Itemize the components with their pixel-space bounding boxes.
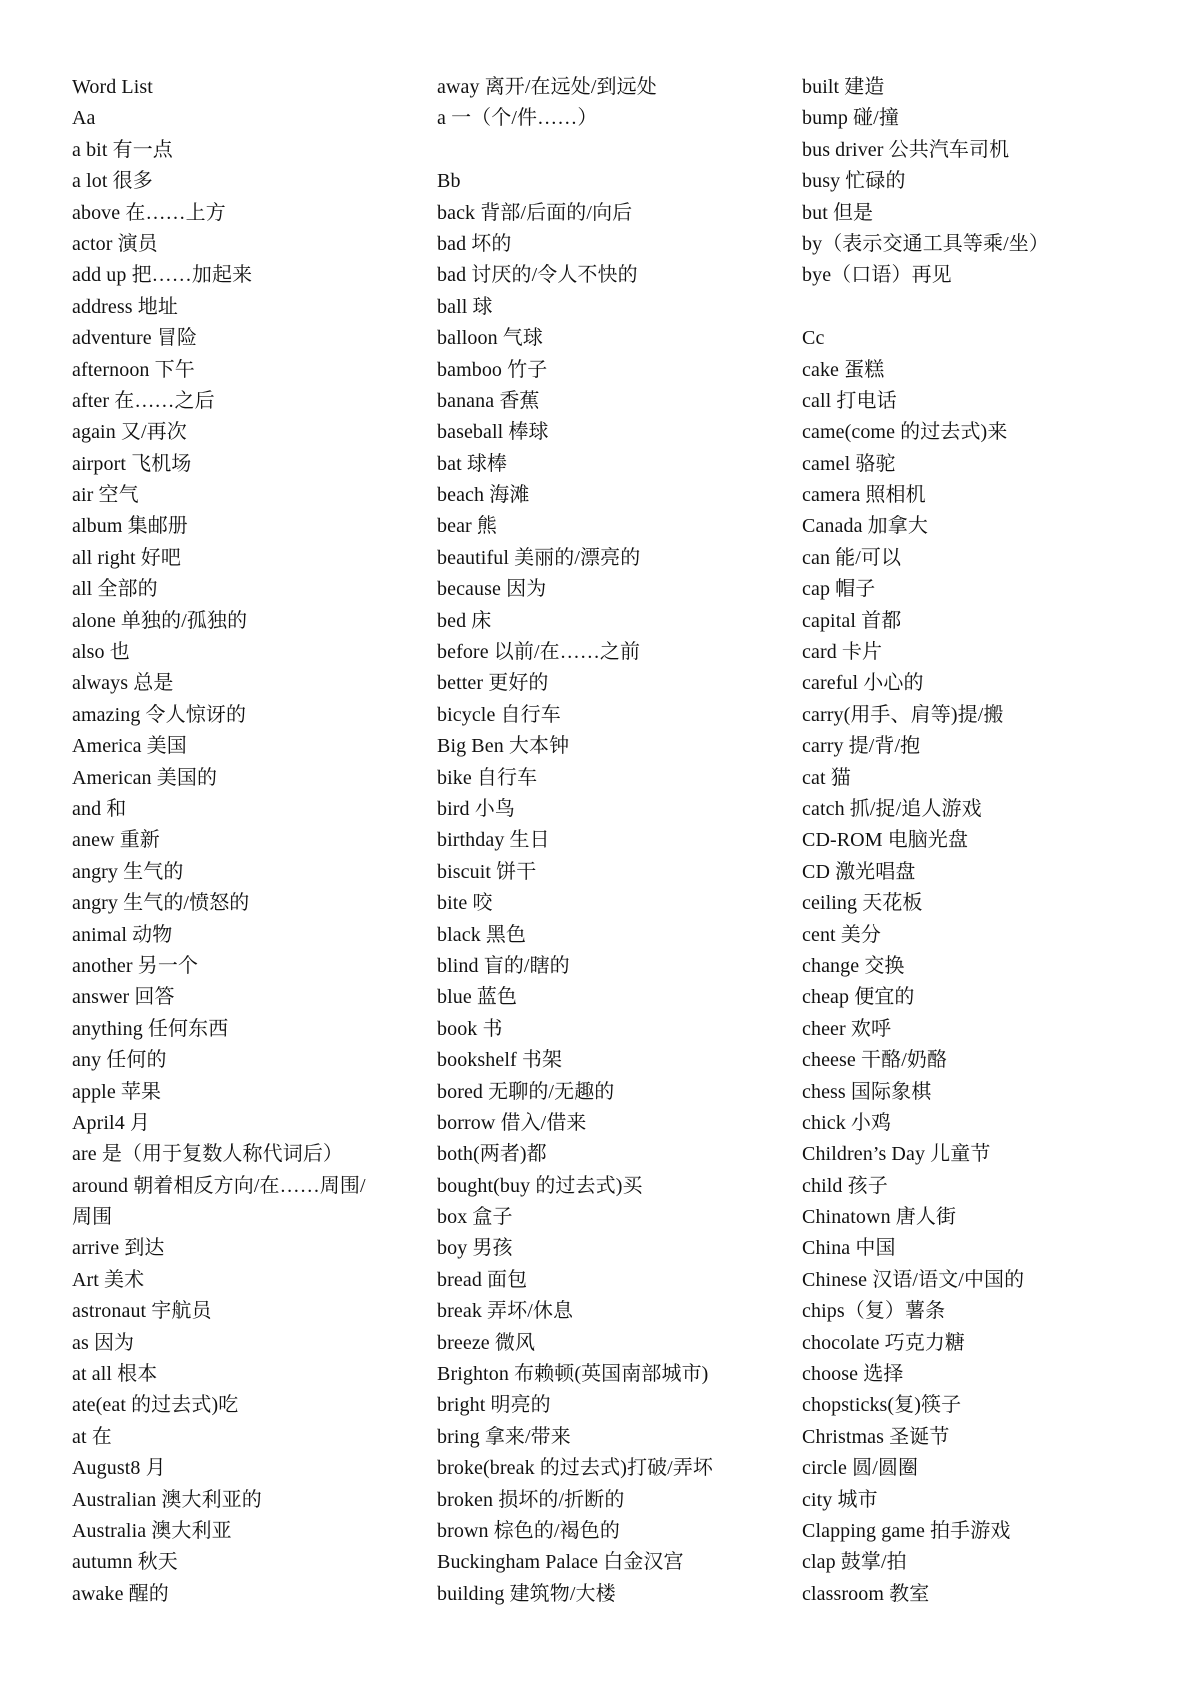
word-entry: all right 好吧 xyxy=(72,546,181,569)
word-entry: cheese 干酪/奶酪 xyxy=(802,1049,948,1072)
word-entry: away 离开/在远处/到远处 xyxy=(437,76,657,98)
word-entry: again 又/再次 xyxy=(72,421,187,444)
word-entry: Big Ben 大本钟 xyxy=(437,735,570,758)
blank-line xyxy=(802,292,1172,323)
word-entry: borrow 借入/借来 xyxy=(437,1111,587,1134)
word-entry: back 背部/后面的/向后 xyxy=(437,201,633,224)
word-entry: break 弄坏/休息 xyxy=(437,1300,574,1323)
word-entry: album 集邮册 xyxy=(72,515,188,538)
word-entry: both(两者)都 xyxy=(437,1143,547,1166)
word-entry: baseball 棒球 xyxy=(437,421,549,444)
word-entry: anything 任何东西 xyxy=(72,1017,229,1040)
word-entry: after 在……之后 xyxy=(72,389,215,412)
word-entry: CD-ROM 电脑光盘 xyxy=(802,829,969,852)
word-entry: bird 小鸟 xyxy=(437,797,515,820)
word-entry: cat 猫 xyxy=(802,766,851,789)
word-entry: black 黑色 xyxy=(437,923,527,946)
word-entry: call 打电话 xyxy=(802,389,897,412)
word-entry: 周围 xyxy=(72,1206,113,1229)
word-entry: birthday 生日 xyxy=(437,829,550,852)
word-entry: building 建筑物/大楼 xyxy=(437,1582,616,1605)
section-heading: Cc xyxy=(802,327,825,350)
word-entry: a bit 有一点 xyxy=(72,138,173,161)
word-entry: carry 提/背/抱 xyxy=(802,735,921,758)
word-entry: airport 飞机场 xyxy=(72,452,192,475)
word-entry: clap 鼓掌/拍 xyxy=(802,1551,907,1574)
word-entry: around 朝着相反方向/在……周围/ xyxy=(72,1174,366,1197)
word-entry: classroom 教室 xyxy=(802,1582,930,1605)
word-entry: chopsticks(复)筷子 xyxy=(802,1394,962,1417)
word-entry: ate(eat 的过去式)吃 xyxy=(72,1394,239,1417)
word-entry: adventure 冒险 xyxy=(72,327,198,350)
word-entry: Australia 澳大利亚 xyxy=(72,1519,232,1542)
word-entry: Chinese 汉语/语文/中国的 xyxy=(802,1268,1025,1291)
word-entry: change 交换 xyxy=(802,954,905,977)
word-entry: anew 重新 xyxy=(72,829,160,852)
word-entry: Art 美术 xyxy=(72,1268,145,1291)
word-entry: bamboo 竹子 xyxy=(437,358,548,381)
word-entry: biscuit 饼干 xyxy=(437,860,537,883)
word-entry: came(come 的过去式)来 xyxy=(802,421,1008,444)
word-entry: autumn 秋天 xyxy=(72,1551,178,1574)
word-entry: astronaut 宇航员 xyxy=(72,1300,212,1323)
word-entry: China 中国 xyxy=(802,1237,896,1260)
word-entry: bright 明亮的 xyxy=(437,1394,551,1417)
word-entry: banana 香蕉 xyxy=(437,389,540,412)
word-entry: carry(用手、肩等)提/搬 xyxy=(802,703,1004,726)
word-entry: busy 忙碌的 xyxy=(802,170,906,193)
word-entry: American 美国的 xyxy=(72,766,218,789)
word-entry: any 任何的 xyxy=(72,1049,167,1072)
word-column-2 xyxy=(437,72,787,1610)
word-entry: bye（口语）再见 xyxy=(802,264,952,287)
word-entry: another 另一个 xyxy=(72,954,199,977)
word-entry: because 因为 xyxy=(437,578,547,601)
word-entry: a lot 很多 xyxy=(72,170,153,193)
word-entry: bus driver 公共汽车司机 xyxy=(802,138,1010,161)
word-entry: blue 蓝色 xyxy=(437,986,518,1009)
word-entry: always 总是 xyxy=(72,672,174,695)
word-entry: before 以前/在……之前 xyxy=(437,641,641,664)
word-entry: Christmas 圣诞节 xyxy=(802,1425,950,1448)
word-entry: arrive 到达 xyxy=(72,1237,165,1260)
word-entry: book 书 xyxy=(437,1017,503,1040)
word-entry: bad 坏的 xyxy=(437,232,512,255)
word-entry: bat 球棒 xyxy=(437,452,508,475)
word-entry: city 城市 xyxy=(802,1488,878,1511)
word-entry: chocolate 巧克力糖 xyxy=(802,1331,966,1354)
word-column-3 xyxy=(802,72,1172,1610)
word-entry: cheap 便宜的 xyxy=(802,986,915,1009)
word-entry: angry 生气的/愤怒的 xyxy=(72,892,250,915)
word-entry: above 在……上方 xyxy=(72,201,226,224)
word-entry: bicycle 自行车 xyxy=(437,703,561,726)
word-entry: camera 照相机 xyxy=(802,484,926,507)
word-entry: Clapping game 拍手游戏 xyxy=(802,1519,1011,1542)
word-entry: bed 床 xyxy=(437,609,492,632)
word-entry: are 是（用于复数人称代词后） xyxy=(72,1143,344,1166)
word-entry: all 全部的 xyxy=(72,578,158,601)
blank-line xyxy=(437,135,787,166)
word-entry: broken 损坏的/折断的 xyxy=(437,1488,625,1511)
word-entry: at 在 xyxy=(72,1425,112,1448)
word-entry: America 美国 xyxy=(72,735,187,758)
word-entry: bring 拿来/带来 xyxy=(437,1425,571,1448)
word-entry: circle 圆/圆圈 xyxy=(802,1457,919,1480)
word-entry: beautiful 美丽的/漂亮的 xyxy=(437,546,641,569)
word-entry: by（表示交通工具等乘/坐） xyxy=(802,232,1049,255)
word-entry: boy 男孩 xyxy=(437,1237,513,1260)
word-entry: choose 选择 xyxy=(802,1363,904,1386)
word-entry: chick 小鸡 xyxy=(802,1111,892,1134)
word-entry: cheer 欢呼 xyxy=(802,1017,892,1040)
word-entry: breeze 微风 xyxy=(437,1331,536,1354)
word-entry: at all 根本 xyxy=(72,1363,158,1386)
word-entry: and 和 xyxy=(72,797,127,820)
word-entry: awake 醒的 xyxy=(72,1582,169,1605)
word-entry: address 地址 xyxy=(72,295,178,318)
word-entry: add up 把……加起来 xyxy=(72,264,253,287)
word-entry: but 但是 xyxy=(802,201,874,224)
word-entry: animal 动物 xyxy=(72,923,173,946)
section-heading: Bb xyxy=(437,170,461,193)
word-entry: bear 熊 xyxy=(437,515,498,538)
word-entry: cent 美分 xyxy=(802,923,882,946)
word-entry: camel 骆驼 xyxy=(802,452,896,475)
word-entry: Brighton 布赖顿(英国南部城市) xyxy=(437,1363,709,1386)
word-entry: a 一（个/件……） xyxy=(437,107,598,130)
word-entry: as 因为 xyxy=(72,1331,135,1354)
word-entry: Canada 加拿大 xyxy=(802,515,928,538)
word-entry: Buckingham Palace 白金汉宫 xyxy=(437,1551,684,1574)
word-entry: angry 生气的 xyxy=(72,860,184,883)
word-entry: built 建造 xyxy=(802,76,885,98)
word-entry: ceiling 天花板 xyxy=(802,892,923,915)
word-entry: capital 首都 xyxy=(802,609,902,632)
word-entry: chips（复）薯条 xyxy=(802,1300,946,1323)
word-entry: better 更好的 xyxy=(437,672,549,695)
word-entry: broke(break 的过去式)打破/弄坏 xyxy=(437,1457,714,1480)
word-entry: answer 回答 xyxy=(72,986,175,1009)
word-entry: balloon 气球 xyxy=(437,327,543,350)
word-entry: April4 月 xyxy=(72,1111,151,1134)
word-entry: bike 自行车 xyxy=(437,766,538,789)
word-entry: also 也 xyxy=(72,641,130,664)
word-entry: box 盒子 xyxy=(437,1206,513,1229)
word-entry: Children’s Day 儿童节 xyxy=(802,1143,991,1166)
word-entry: catch 抓/捉/追人游戏 xyxy=(802,797,982,820)
word-entry: actor 演员 xyxy=(72,232,158,255)
word-entry: bite 咬 xyxy=(437,892,493,915)
word-entry: Chinatown 唐人街 xyxy=(802,1206,957,1229)
word-column-1 xyxy=(72,72,422,1610)
word-entry: Australian 澳大利亚的 xyxy=(72,1488,262,1511)
word-entry: bought(buy 的过去式)买 xyxy=(437,1174,643,1197)
word-entry: bread 面包 xyxy=(437,1268,528,1291)
word-entry: careful 小心的 xyxy=(802,672,924,695)
word-entry: brown 棕色的/褐色的 xyxy=(437,1519,620,1542)
word-entry: blind 盲的/瞎的 xyxy=(437,954,570,977)
word-entry: air 空气 xyxy=(72,484,139,507)
word-entry: beach 海滩 xyxy=(437,484,530,507)
word-entry: August8 月 xyxy=(72,1457,166,1480)
section-heading: Aa xyxy=(72,107,96,130)
word-entry: card 卡片 xyxy=(802,641,883,664)
word-entry: apple 苹果 xyxy=(72,1080,162,1103)
page-title: Word List xyxy=(72,76,153,98)
word-entry: child 孩子 xyxy=(802,1174,888,1197)
word-entry: cake 蛋糕 xyxy=(802,358,885,381)
word-entry: bump 碰/撞 xyxy=(802,107,899,130)
word-entry: bored 无聊的/无趣的 xyxy=(437,1080,615,1103)
word-entry: bookshelf 书架 xyxy=(437,1049,563,1072)
word-entry: can 能/可以 xyxy=(802,546,902,569)
word-entry: CD 激光唱盘 xyxy=(802,860,916,883)
word-entry: chess 国际象棋 xyxy=(802,1080,932,1103)
word-entry: amazing 令人惊讶的 xyxy=(72,703,247,726)
word-entry: bad 讨厌的/令人不快的 xyxy=(437,264,638,287)
word-entry: alone 单独的/孤独的 xyxy=(72,609,248,632)
word-entry: cap 帽子 xyxy=(802,578,876,601)
word-entry: afternoon 下午 xyxy=(72,358,195,381)
word-entry: ball 球 xyxy=(437,295,493,318)
